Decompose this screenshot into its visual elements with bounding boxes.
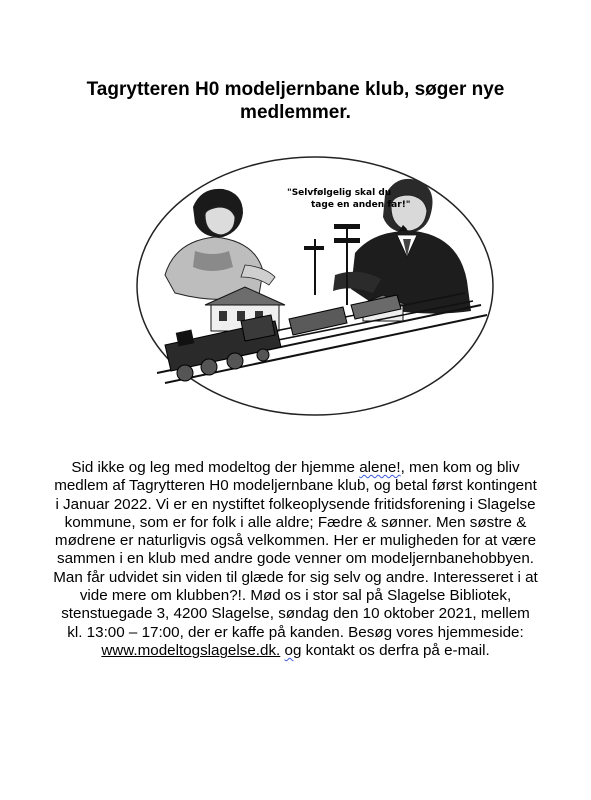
speech-bubble-line-1: "Selvfølgelig skal du bbox=[287, 188, 392, 198]
spellcheck-marked-word: alene! bbox=[359, 459, 401, 476]
body-text-part-1: Sid ikke og leg med modeltog der hjemme bbox=[71, 459, 360, 476]
body-text-part-4: kontakt os derfra på e-mail. bbox=[301, 641, 490, 659]
model-railway-illustration bbox=[135, 155, 495, 417]
body-text-part-2: , men kom og bliv medlem af Tagrytteren H0 modeljernbane klub, og betal først kontingent i Januar 2022. Vi er en nystiftet folkeoplysende fritidsforening i Slagelse kommune, som er for folk i alle aldre; Fædre & sønner. Men søstre & mødrene er naturligvis også velkommen. Her er muligheden for at være sammen i en klub med andre gode venner om modeljernbanehobbyen. Man får udvidet sin viden til glæde for sig selv og andre. Interesseret i at vide mere om klubben?!. Mød os i stor sal på Slagelse Bibliotek, stenstuegade 3, 4200 Slagelse, søndag den 10 oktober 2021, mellem kl. 13:00 – 17:00, der er kaffe på kanden. Besøg vores hjemmeside: bbox=[53, 459, 538, 641]
website-link[interactable]: www.modeltogslagelse.dk. bbox=[101, 641, 281, 659]
body-paragraph bbox=[52, 459, 539, 660]
speech-bubble-line-2: tage en anden far!" bbox=[311, 200, 411, 210]
spellcheck-marked-word-og: og bbox=[284, 641, 302, 659]
page-title: Tagrytteren H0 modeljernbane klub, søger nye medlemmer. bbox=[86, 79, 505, 123]
